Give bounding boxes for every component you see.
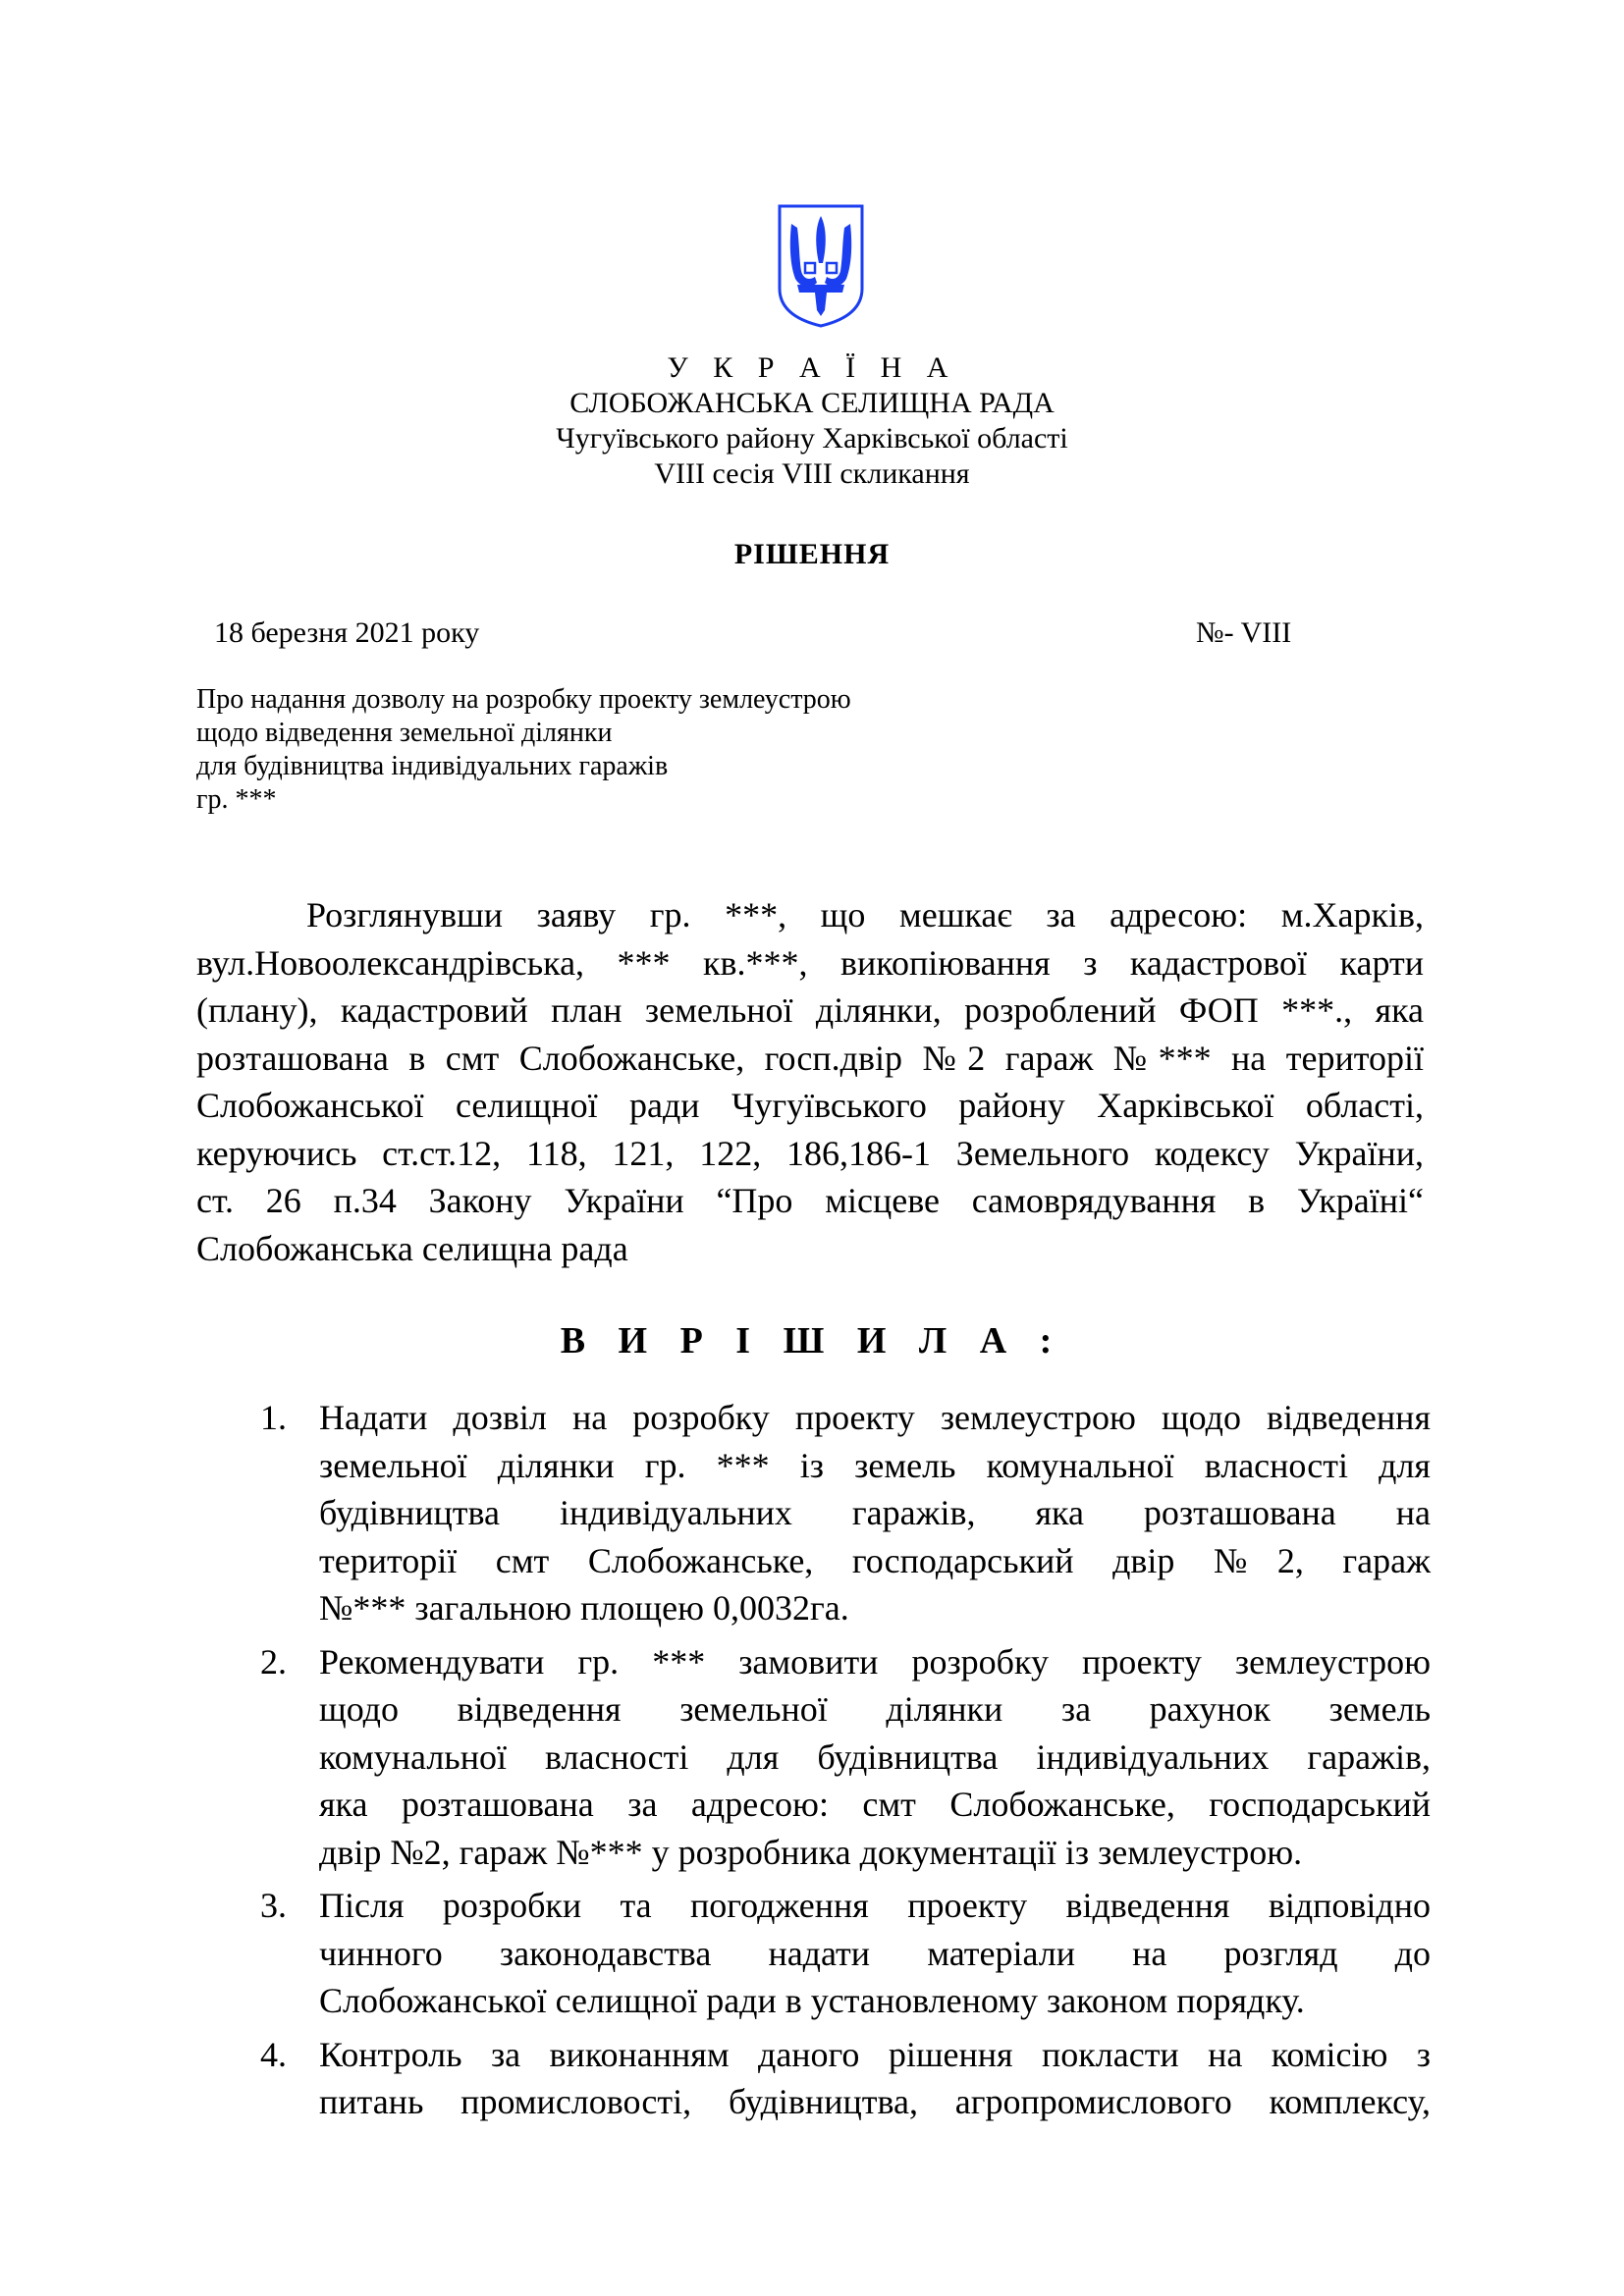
decision-number: 2. bbox=[260, 1641, 287, 1682]
document-title: РІШЕННЯ bbox=[733, 538, 891, 570]
decision-item bbox=[260, 1882, 1431, 2025]
decisions-list bbox=[260, 1394, 1431, 2132]
preamble-line: Розглянувши заяву гр. ***, що мешкає за адресою: м.Харків, bbox=[306, 895, 1424, 934]
subject-line: для будівництва індивідуальних гаражів bbox=[196, 751, 669, 781]
decision-number: 3. bbox=[260, 1886, 287, 1925]
preamble-line: Слобожанської селищної ради Чугуївського району Харківської області, bbox=[196, 1086, 1424, 1125]
decision-line: чинного законодавства надати матеріали на розгляд до bbox=[319, 1933, 1431, 1973]
decision-item bbox=[260, 1394, 1431, 1632]
decision-line: території смт Слобожанське, господарський двір №2, гараж bbox=[319, 1540, 1431, 1580]
decision-line: комунальної власності для будівництва індивідуальних гаражів, bbox=[319, 1736, 1431, 1777]
decision-number: 1. bbox=[260, 1398, 287, 1437]
preamble-line: (плану), кадастровий план земельної ділянки, розроблений ФОП ***., яка bbox=[196, 990, 1424, 1030]
preamble-line: розташована в смт Слобожанське, госп.двір №2 гараж №*** на території bbox=[196, 1038, 1424, 1078]
decision-number: 4. bbox=[260, 2034, 287, 2074]
decided-heading: В И Р І Ш И Л А : bbox=[560, 1320, 1064, 1362]
council-name: СЛОБОЖАНСЬКА СЕЛИЩНА РАДА bbox=[569, 387, 1055, 419]
country-name: У К Р А Ї Н А bbox=[667, 351, 957, 384]
document-date: 18 березня 2021 року bbox=[214, 616, 480, 649]
decision-line: Слобожанської селищної ради в установленому законом порядку. bbox=[319, 1981, 1305, 2020]
district-name: Чугуївського району Харківської області bbox=[556, 422, 1068, 454]
preamble-line: вул.Новоолександрівська, *** кв.***, викопіювання з кадастрової карти bbox=[196, 942, 1424, 983]
decision-line: щодо відведення земельної ділянки за рахунок земель bbox=[319, 1689, 1431, 1729]
decision-line: двір №2, гараж №*** у розробника документації із землеустрою. bbox=[319, 1832, 1303, 1872]
subject-line: гр. *** bbox=[196, 784, 277, 815]
decision-line: №*** загальною площею 0,0032га. bbox=[319, 1588, 849, 1628]
tryzub-coat-of-arms-icon bbox=[776, 202, 866, 330]
decision-line: яка розташована за адресою: смт Слобожанське, господарський bbox=[319, 1785, 1431, 1824]
document-number: №- VIII bbox=[1196, 616, 1292, 649]
preamble-line: керуючись ст.ст.12, 118, 121, 122, 186,186-1 Земельного кодексу України, bbox=[196, 1133, 1424, 1173]
preamble-paragraph bbox=[196, 891, 1424, 1272]
decision-line: Після розробки та погодження проекту відведення відповідно bbox=[319, 1886, 1431, 1925]
preamble-line: Слобожанська селищна рада bbox=[196, 1228, 628, 1268]
decision-line: Контроль за виконанням даного рішення покласти на комісію з bbox=[319, 2034, 1431, 2074]
decision-item bbox=[260, 1638, 1431, 1877]
subject-line: Про надання дозволу на розробку проекту землеустрою bbox=[196, 684, 851, 715]
decision-line: Рекомендувати гр. *** замовити розробку проекту землеустрою bbox=[319, 1641, 1431, 1682]
preamble-line: ст. 26 п.34 Закону України “Про місцеве самоврядування в Україні“ bbox=[196, 1181, 1424, 1220]
decision-item bbox=[260, 2031, 1431, 2126]
decision-line: земельної ділянки гр. *** із земель комунальної власності для bbox=[319, 1445, 1431, 1485]
decision-line: питань промисловості, будівництва, агропромислового комплексу, bbox=[319, 2082, 1431, 2121]
session-info: VIII сесія VIII скликання bbox=[654, 457, 970, 490]
decision-line: Надати дозвіл на розробку проекту землеустрою щодо відведення bbox=[319, 1398, 1431, 1437]
subject-line: щодо відведення земельної ділянки bbox=[196, 718, 613, 748]
document-subject bbox=[196, 683, 851, 817]
decision-line: будівництва індивідуальних гаражів, яка розташована на bbox=[319, 1493, 1431, 1532]
